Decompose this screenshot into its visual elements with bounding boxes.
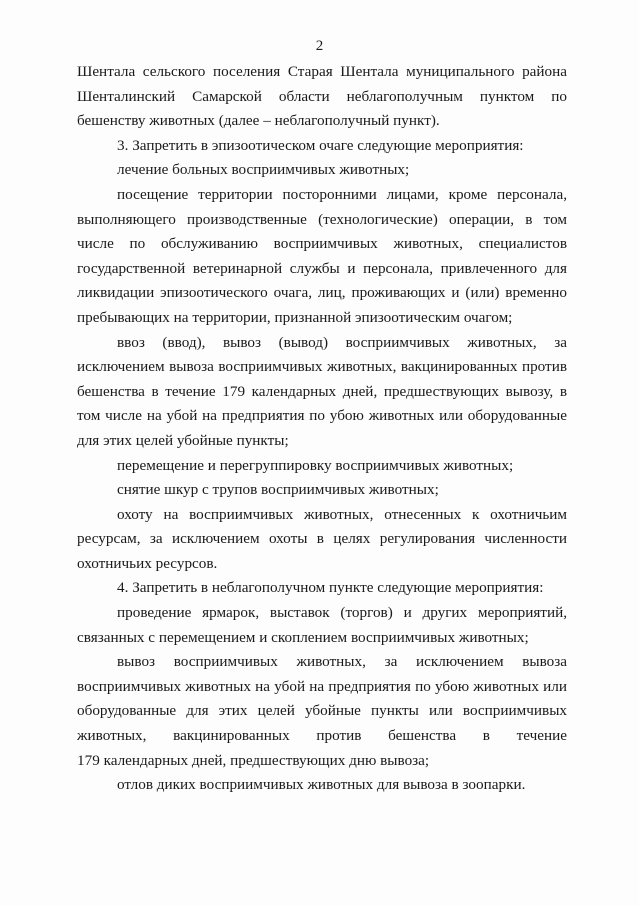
section-heading-4: 4. Запретить в неблагополучном пункте следующие мероприятия:: [117, 579, 544, 597]
text-line: ресурсам, за исключением охоты в целях регулирования численности: [77, 530, 567, 548]
text-line: числе по обслуживанию восприимчивых животных, специалистов: [77, 235, 567, 253]
text-line: связанных с перемещением и скоплением восприимчивых животных;: [77, 628, 529, 646]
text-line: ввоз (ввод), вывоз (вывод) восприимчивых животных, за: [117, 333, 567, 351]
text-line: ликвидации эпизоотического очага, лиц, проживающих и (или) временно: [77, 284, 567, 302]
text-line: пребывающих на территории, признанной эпизоотическим очагом;: [77, 308, 513, 326]
text-line: охотничьих ресурсов.: [77, 554, 218, 572]
text-line: проведение ярмарок, выставок (торгов) и других мероприятий,: [117, 604, 567, 622]
text-line: отлов диких восприимчивых животных для вывоза в зоопарки.: [117, 776, 526, 794]
text-line: бешенства в течение 179 календарных дней, предшествующих вывозу, в: [77, 382, 567, 400]
text-line: лечение больных восприимчивых животных;: [117, 161, 410, 179]
text-line: посещение территории посторонними лицами, кроме персонала,: [117, 185, 567, 203]
text-line: 179 календарных дней, предшествующих дню вывоза;: [77, 751, 430, 769]
text-line: исключением вывоза восприимчивых животных, вакцинированных против: [77, 358, 567, 376]
text-line: перемещение и перегруппировку восприимчивых животных;: [117, 456, 514, 474]
text-line: вывоз восприимчивых животных, за исключением вывоза: [117, 653, 567, 671]
text-line: для этих целей убойные пункты;: [77, 431, 289, 449]
text-line: охоту на восприимчивых животных, отнесенных к охотничьим: [117, 505, 567, 523]
text-line: бешенству животных (далее – неблагополучный пункт).: [77, 112, 440, 130]
text-line: Шенталинский Самарской области неблагополучным пунктом по: [77, 87, 567, 105]
text-line: том числе на убой на предприятия по убою животных или оборудованные: [77, 407, 567, 425]
text-line: снятие шкур с трупов восприимчивых животных;: [117, 481, 439, 499]
text-line: животных, вакцинированных против бешенства в течение: [77, 727, 567, 745]
text-line: государственной ветеринарной службы и персонала, привлеченного для: [77, 259, 567, 277]
document-body: [77, 60, 567, 798]
text-line: восприимчивых животных на убой на предприятия по убою животных или: [77, 677, 567, 695]
text-line: Шентала сельского поселения Старая Шентала муниципального района: [77, 63, 567, 80]
text-line: выполняющего производственные (технологические) операции, в том: [77, 210, 567, 228]
text-line: оборудованные для этих целей убойные пункты или восприимчивых: [77, 702, 567, 720]
section-heading-3: 3. Запретить в эпизоотическом очаге следующие мероприятия:: [117, 136, 524, 154]
page-number: 2: [315, 38, 324, 54]
